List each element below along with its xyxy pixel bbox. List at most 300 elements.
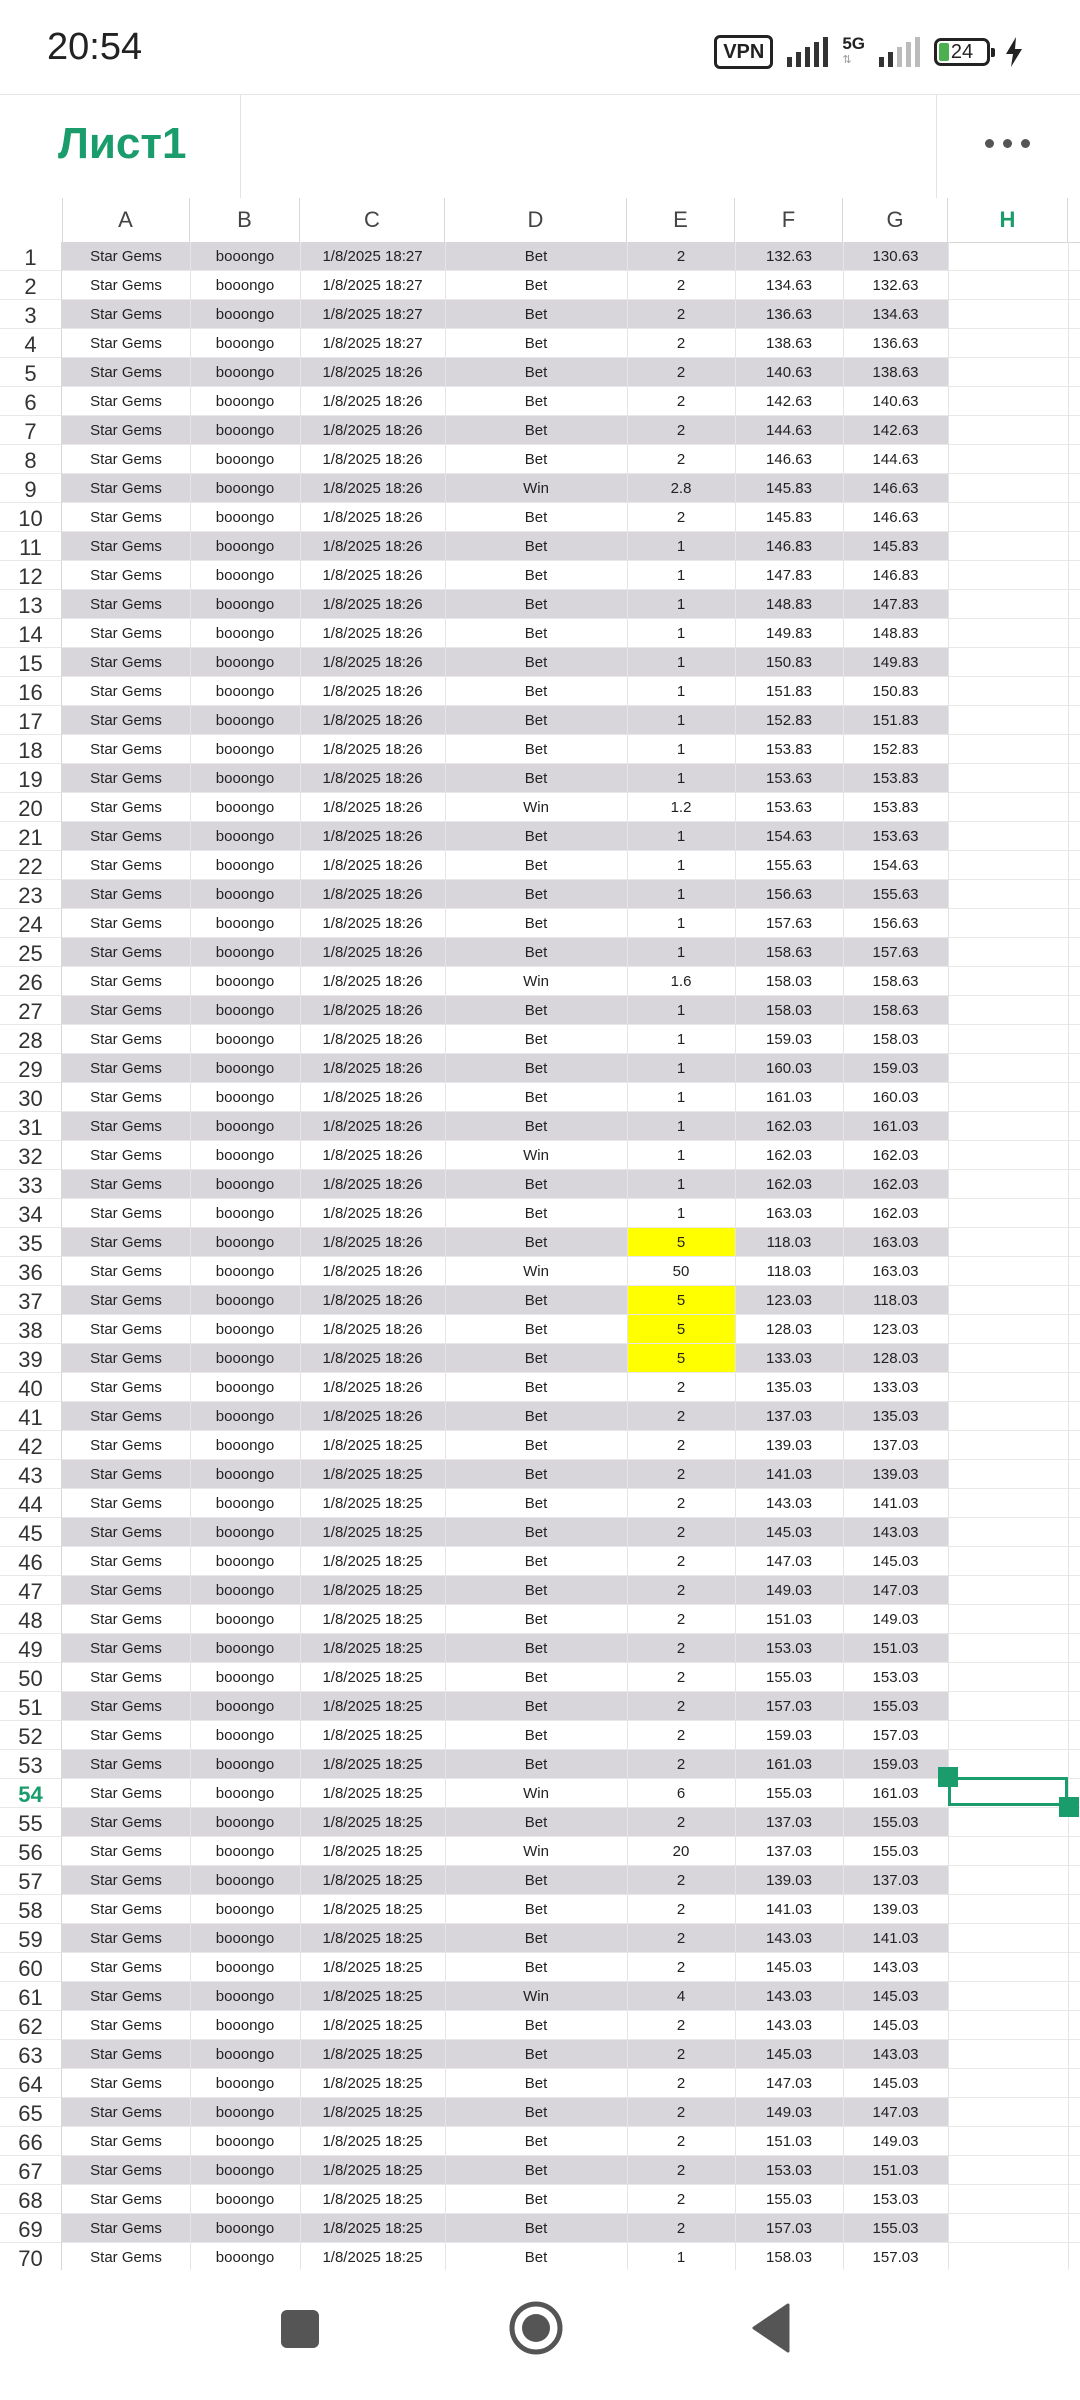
cell-a[interactable]: Star Gems <box>90 2075 162 2092</box>
more-options-icon[interactable] <box>985 139 1030 148</box>
cell-f[interactable]: 149.03 <box>766 1582 812 1599</box>
cell-a[interactable]: Star Gems <box>90 1553 162 1570</box>
row-header[interactable]: 3 <box>0 300 62 329</box>
cell-d[interactable]: Bet <box>524 509 548 526</box>
cell-a[interactable]: Star Gems <box>90 1437 162 1454</box>
cell-e[interactable]: 20 <box>672 1843 690 1860</box>
cell-b[interactable]: booongo <box>215 973 275 990</box>
cell-e[interactable]: 1 <box>676 2249 686 2266</box>
row-header[interactable]: 68 <box>0 2185 62 2214</box>
cell-e[interactable]: 1 <box>676 567 686 584</box>
cell-e[interactable]: 2 <box>676 451 686 468</box>
cell-b[interactable]: booongo <box>215 1437 275 1454</box>
cell-g[interactable]: 152.83 <box>872 741 919 758</box>
cell-b[interactable]: booongo <box>215 1901 275 1918</box>
row-header[interactable]: 10 <box>0 503 62 532</box>
cell-g[interactable]: 155.63 <box>872 886 919 903</box>
cell-a[interactable]: Star Gems <box>90 277 162 294</box>
cell-d[interactable]: Bet <box>524 1930 548 1947</box>
cell-a[interactable]: Star Gems <box>90 2249 162 2266</box>
row-header[interactable]: 24 <box>0 909 62 938</box>
row-header[interactable]: 69 <box>0 2214 62 2243</box>
row-header[interactable]: 36 <box>0 1257 62 1286</box>
sheet-title[interactable]: Лист1 <box>58 119 187 168</box>
cell-e[interactable]: 2 <box>676 1872 686 1889</box>
cell-d[interactable]: Bet <box>524 451 548 468</box>
cell-g[interactable]: 138.63 <box>872 364 919 381</box>
cell-b[interactable]: booongo <box>215 2104 275 2121</box>
cell-b[interactable]: booongo <box>215 1582 275 1599</box>
cell-f[interactable]: 148.83 <box>766 596 812 613</box>
cell-e[interactable]: 2.8 <box>670 480 692 497</box>
cell-f[interactable]: 145.83 <box>766 480 812 497</box>
cell-f[interactable]: 143.03 <box>766 2017 812 2034</box>
cell-a[interactable]: Star Gems <box>90 625 162 642</box>
cell-g[interactable]: 151.83 <box>872 712 919 729</box>
cell-a[interactable]: Star Gems <box>90 828 162 845</box>
cell-d[interactable]: Bet <box>524 2133 548 2150</box>
cell-d[interactable]: Bet <box>524 1089 548 1106</box>
cell-c[interactable]: 1/8/2025 18:25 <box>322 1466 423 1483</box>
cell-e[interactable]: 1.6 <box>670 973 692 990</box>
cell-a[interactable]: Star Gems <box>90 1379 162 1396</box>
cell-e[interactable]: 2 <box>676 1930 686 1947</box>
cell-f[interactable]: 149.83 <box>766 625 812 642</box>
cell-a[interactable]: Star Gems <box>90 1640 162 1657</box>
cell-f[interactable]: 162.03 <box>766 1176 812 1193</box>
cell-a[interactable]: Star Gems <box>90 886 162 903</box>
cell-f[interactable]: 134.63 <box>766 277 812 294</box>
cell-c[interactable]: 1/8/2025 18:25 <box>322 1988 423 2005</box>
cell-g[interactable]: 145.03 <box>872 1988 919 2005</box>
cell-d[interactable]: Bet <box>524 1002 548 1019</box>
cell-b[interactable]: booongo <box>215 1205 275 1222</box>
cell-c[interactable]: 1/8/2025 18:27 <box>322 306 423 323</box>
cell-f[interactable]: 145.03 <box>766 1524 812 1541</box>
cell-c[interactable]: 1/8/2025 18:26 <box>322 625 423 642</box>
row-header[interactable]: 64 <box>0 2069 62 2098</box>
cell-d[interactable]: Win <box>523 1147 549 1164</box>
cell-a[interactable]: Star Gems <box>90 2191 162 2208</box>
cell-c[interactable]: 1/8/2025 18:26 <box>322 1321 423 1338</box>
cell-a[interactable]: Star Gems <box>90 712 162 729</box>
cell-e[interactable]: 2 <box>676 1437 686 1454</box>
cell-e[interactable]: 1 <box>676 654 686 671</box>
row-header[interactable]: 60 <box>0 1953 62 1982</box>
cell-b[interactable]: booongo <box>215 1785 275 1802</box>
cell-c[interactable]: 1/8/2025 18:25 <box>322 1727 423 1744</box>
cell-e[interactable]: 1 <box>676 915 686 932</box>
cell-f[interactable]: 163.03 <box>766 1205 812 1222</box>
cell-c[interactable]: 1/8/2025 18:25 <box>322 1756 423 1773</box>
cell-e[interactable]: 5 <box>627 1228 735 1257</box>
cell-e[interactable]: 2 <box>676 277 686 294</box>
cell-g[interactable]: 146.63 <box>872 480 919 497</box>
cell-a[interactable]: Star Gems <box>90 1147 162 1164</box>
cell-c[interactable]: 1/8/2025 18:26 <box>322 741 423 758</box>
row-header[interactable]: 43 <box>0 1460 62 1489</box>
cell-g[interactable]: 153.03 <box>872 2191 919 2208</box>
cell-g[interactable]: 151.03 <box>872 2162 919 2179</box>
row-header[interactable]: 9 <box>0 474 62 503</box>
cell-d[interactable]: Bet <box>524 306 548 323</box>
cell-e[interactable]: 2 <box>676 248 686 265</box>
cell-g[interactable]: 153.83 <box>872 770 919 787</box>
row-header[interactable]: 14 <box>0 619 62 648</box>
cell-a[interactable]: Star Gems <box>90 596 162 613</box>
cell-d[interactable]: Bet <box>524 2220 548 2237</box>
cell-c[interactable]: 1/8/2025 18:25 <box>322 1582 423 1599</box>
cell-c[interactable]: 1/8/2025 18:25 <box>322 1669 423 1686</box>
cell-g[interactable]: 118.03 <box>873 1292 918 1309</box>
cell-b[interactable]: booongo <box>215 1002 275 1019</box>
cell-e[interactable]: 1 <box>676 944 686 961</box>
cell-e[interactable]: 2 <box>676 1466 686 1483</box>
cell-f[interactable]: 123.03 <box>766 1292 812 1309</box>
cell-g[interactable]: 153.63 <box>872 828 919 845</box>
cell-g[interactable]: 149.03 <box>872 2133 919 2150</box>
cell-d[interactable]: Bet <box>524 1031 548 1048</box>
cell-d[interactable]: Bet <box>524 2017 548 2034</box>
cell-b[interactable]: booongo <box>215 1814 275 1831</box>
cell-g[interactable]: 159.03 <box>872 1060 919 1077</box>
cell-g[interactable]: 128.03 <box>872 1350 919 1367</box>
cell-b[interactable]: booongo <box>215 1350 275 1367</box>
row-header[interactable]: 5 <box>0 358 62 387</box>
cell-c[interactable]: 1/8/2025 18:26 <box>322 509 423 526</box>
cell-f[interactable]: 118.03 <box>766 1234 812 1251</box>
cell-a[interactable]: Star Gems <box>90 1698 162 1715</box>
cell-f[interactable]: 161.03 <box>766 1089 812 1106</box>
cell-f[interactable]: 147.03 <box>766 2075 812 2092</box>
cell-d[interactable]: Bet <box>524 1901 548 1918</box>
cell-a[interactable]: Star Gems <box>90 2017 162 2034</box>
cell-f[interactable]: 157.03 <box>766 1698 812 1715</box>
row-header[interactable]: 52 <box>0 1721 62 1750</box>
cell-f[interactable]: 141.03 <box>766 1466 812 1483</box>
row-header[interactable]: 42 <box>0 1431 62 1460</box>
cell-b[interactable]: booongo <box>215 1843 275 1860</box>
cell-b[interactable]: booongo <box>215 1031 275 1048</box>
cell-b[interactable]: booongo <box>215 509 275 526</box>
row-header[interactable]: 48 <box>0 1605 62 1634</box>
cell-f[interactable]: 160.03 <box>766 1060 812 1077</box>
cell-f[interactable]: 145.03 <box>766 1959 812 1976</box>
cell-e[interactable]: 1 <box>676 770 686 787</box>
cell-f[interactable]: 155.63 <box>766 857 812 874</box>
cell-g[interactable]: 163.03 <box>872 1234 919 1251</box>
cell-c[interactable]: 1/8/2025 18:26 <box>322 1060 423 1077</box>
cell-d[interactable]: Bet <box>524 1495 548 1512</box>
cell-g[interactable]: 153.03 <box>872 1669 919 1686</box>
cell-e[interactable]: 50 <box>672 1263 690 1280</box>
column-header-c[interactable]: C <box>300 198 445 242</box>
cell-e[interactable]: 2 <box>676 422 686 439</box>
cell-c[interactable]: 1/8/2025 18:25 <box>322 1843 423 1860</box>
row-header[interactable]: 59 <box>0 1924 62 1953</box>
row-header[interactable]: 38 <box>0 1315 62 1344</box>
cell-e[interactable]: 5 <box>627 1315 735 1344</box>
cell-b[interactable]: booongo <box>215 248 275 265</box>
cell-d[interactable]: Bet <box>524 2162 548 2179</box>
cell-g[interactable]: 143.03 <box>872 1959 919 1976</box>
cell-b[interactable]: booongo <box>215 451 275 468</box>
cell-c[interactable]: 1/8/2025 18:26 <box>322 915 423 932</box>
cell-a[interactable]: Star Gems <box>90 1727 162 1744</box>
cell-c[interactable]: 1/8/2025 18:26 <box>322 422 423 439</box>
cell-c[interactable]: 1/8/2025 18:26 <box>322 1002 423 1019</box>
cell-g[interactable]: 150.83 <box>872 683 919 700</box>
cell-b[interactable]: booongo <box>215 1495 275 1512</box>
cell-e[interactable]: 1 <box>676 625 686 642</box>
cell-d[interactable]: Bet <box>524 1756 548 1773</box>
cell-b[interactable]: booongo <box>215 1466 275 1483</box>
row-header[interactable]: 61 <box>0 1982 62 2011</box>
cell-g[interactable]: 157.03 <box>872 2249 919 2266</box>
cell-g[interactable]: 141.03 <box>872 1495 919 1512</box>
cell-b[interactable]: booongo <box>215 712 275 729</box>
cell-e[interactable]: 2 <box>676 2104 686 2121</box>
cell-g[interactable]: 158.63 <box>872 1002 919 1019</box>
cell-c[interactable]: 1/8/2025 18:26 <box>322 973 423 990</box>
row-header[interactable]: 66 <box>0 2127 62 2156</box>
cell-c[interactable]: 1/8/2025 18:26 <box>322 799 423 816</box>
selection-handle-end[interactable] <box>1059 1797 1079 1817</box>
cell-e[interactable]: 2 <box>676 335 686 352</box>
cell-b[interactable]: booongo <box>215 1234 275 1251</box>
cell-a[interactable]: Star Gems <box>90 1756 162 1773</box>
cell-f[interactable]: 158.63 <box>766 944 812 961</box>
cell-e[interactable]: 2 <box>676 1611 686 1628</box>
cell-d[interactable]: Bet <box>524 1118 548 1135</box>
cell-d[interactable]: Bet <box>524 1466 548 1483</box>
cell-c[interactable]: 1/8/2025 18:26 <box>322 1176 423 1193</box>
cell-d[interactable]: Bet <box>524 364 548 381</box>
cell-d[interactable]: Bet <box>524 1350 548 1367</box>
cell-d[interactable]: Bet <box>524 857 548 874</box>
cell-e[interactable]: 2 <box>676 2075 686 2092</box>
cell-b[interactable]: booongo <box>215 683 275 700</box>
row-header[interactable]: 37 <box>0 1286 62 1315</box>
cell-selection[interactable] <box>948 1777 1068 1806</box>
row-header[interactable]: 49 <box>0 1634 62 1663</box>
cell-b[interactable]: booongo <box>215 1118 275 1135</box>
cell-f[interactable]: 158.03 <box>766 973 812 990</box>
cell-f[interactable]: 162.03 <box>766 1118 812 1135</box>
recent-apps-icon[interactable] <box>281 2310 319 2348</box>
cell-f[interactable]: 155.03 <box>766 1785 812 1802</box>
cell-d[interactable]: Bet <box>524 1814 548 1831</box>
cell-d[interactable]: Bet <box>524 538 548 555</box>
row-header[interactable]: 58 <box>0 1895 62 1924</box>
cell-f[interactable]: 150.83 <box>766 654 812 671</box>
cell-c[interactable]: 1/8/2025 18:25 <box>322 1901 423 1918</box>
row-header[interactable]: 35 <box>0 1228 62 1257</box>
row-header[interactable]: 39 <box>0 1344 62 1373</box>
row-header[interactable]: 2 <box>0 271 62 300</box>
column-header-e[interactable]: E <box>627 198 735 242</box>
cell-a[interactable]: Star Gems <box>90 1060 162 1077</box>
cell-c[interactable]: 1/8/2025 18:25 <box>322 1698 423 1715</box>
cell-b[interactable]: booongo <box>215 915 275 932</box>
cell-f[interactable]: 147.83 <box>766 567 812 584</box>
cell-b[interactable]: booongo <box>215 2191 275 2208</box>
cell-a[interactable]: Star Gems <box>90 2133 162 2150</box>
cell-d[interactable]: Bet <box>524 741 548 758</box>
row-header[interactable]: 22 <box>0 851 62 880</box>
column-header-h[interactable]: H <box>948 198 1068 242</box>
cell-e[interactable]: 1 <box>676 1205 686 1222</box>
cell-c[interactable]: 1/8/2025 18:26 <box>322 886 423 903</box>
cell-b[interactable]: booongo <box>215 1321 275 1338</box>
cell-b[interactable]: booongo <box>215 886 275 903</box>
row-header[interactable]: 51 <box>0 1692 62 1721</box>
cell-f[interactable]: 155.03 <box>766 2191 812 2208</box>
cell-a[interactable]: Star Gems <box>90 1176 162 1193</box>
cell-f[interactable]: 139.03 <box>766 1872 812 1889</box>
cell-f[interactable]: 158.03 <box>766 1002 812 1019</box>
cell-b[interactable]: booongo <box>215 828 275 845</box>
cell-b[interactable]: booongo <box>215 1408 275 1425</box>
cell-e[interactable]: 1 <box>676 538 686 555</box>
cell-b[interactable]: booongo <box>215 422 275 439</box>
cell-e[interactable]: 5 <box>627 1286 735 1315</box>
cell-c[interactable]: 1/8/2025 18:25 <box>322 2017 423 2034</box>
cell-c[interactable]: 1/8/2025 18:25 <box>322 1611 423 1628</box>
cell-g[interactable]: 143.03 <box>872 1524 919 1541</box>
cell-a[interactable]: Star Gems <box>90 1872 162 1889</box>
row-header[interactable]: 57 <box>0 1866 62 1895</box>
cell-d[interactable]: Bet <box>524 1524 548 1541</box>
cell-f[interactable]: 159.03 <box>766 1031 812 1048</box>
row-header[interactable]: 54 <box>0 1779 62 1808</box>
cell-g[interactable]: 145.03 <box>872 2017 919 2034</box>
row-header[interactable]: 67 <box>0 2156 62 2185</box>
row-header[interactable]: 50 <box>0 1663 62 1692</box>
cell-a[interactable]: Star Gems <box>90 1814 162 1831</box>
cell-f[interactable]: 153.83 <box>766 741 812 758</box>
row-header[interactable]: 7 <box>0 416 62 445</box>
cell-b[interactable]: booongo <box>215 625 275 642</box>
cell-b[interactable]: booongo <box>215 1060 275 1077</box>
cell-b[interactable]: booongo <box>215 393 275 410</box>
cell-f[interactable]: 157.03 <box>766 2220 812 2237</box>
cell-c[interactable]: 1/8/2025 18:26 <box>322 944 423 961</box>
cell-c[interactable]: 1/8/2025 18:26 <box>322 770 423 787</box>
cell-b[interactable]: booongo <box>215 1669 275 1686</box>
cell-e[interactable]: 1 <box>676 828 686 845</box>
cell-g[interactable]: 145.83 <box>872 538 919 555</box>
cell-g[interactable]: 151.03 <box>872 1640 919 1657</box>
cell-f[interactable]: 144.63 <box>766 422 812 439</box>
row-header[interactable]: 45 <box>0 1518 62 1547</box>
cell-c[interactable]: 1/8/2025 18:26 <box>322 712 423 729</box>
cell-g[interactable]: 142.63 <box>872 422 919 439</box>
cell-c[interactable]: 1/8/2025 18:25 <box>322 2075 423 2092</box>
cell-c[interactable]: 1/8/2025 18:25 <box>322 1814 423 1831</box>
cell-e[interactable]: 1 <box>676 1002 686 1019</box>
cell-g[interactable]: 161.03 <box>872 1785 919 1802</box>
cell-d[interactable]: Bet <box>524 2249 548 2266</box>
cell-b[interactable]: booongo <box>215 1872 275 1889</box>
cell-g[interactable]: 149.03 <box>872 1611 919 1628</box>
row-header[interactable]: 17 <box>0 706 62 735</box>
cell-c[interactable]: 1/8/2025 18:25 <box>322 1437 423 1454</box>
cell-a[interactable]: Star Gems <box>90 1988 162 2005</box>
cell-g[interactable]: 137.03 <box>872 1437 919 1454</box>
cell-a[interactable]: Star Gems <box>90 364 162 381</box>
cell-g[interactable]: 155.03 <box>872 1814 919 1831</box>
cell-b[interactable]: booongo <box>215 1756 275 1773</box>
cell-c[interactable]: 1/8/2025 18:26 <box>322 857 423 874</box>
cell-c[interactable]: 1/8/2025 18:25 <box>322 2104 423 2121</box>
cell-e[interactable]: 2 <box>676 1408 686 1425</box>
row-header[interactable]: 34 <box>0 1199 62 1228</box>
cell-c[interactable]: 1/8/2025 18:27 <box>322 335 423 352</box>
cell-a[interactable]: Star Gems <box>90 770 162 787</box>
cell-b[interactable]: booongo <box>215 741 275 758</box>
cell-a[interactable]: Star Gems <box>90 683 162 700</box>
row-header[interactable]: 65 <box>0 2098 62 2127</box>
cell-d[interactable]: Bet <box>524 1234 548 1251</box>
cell-d[interactable]: Bet <box>524 712 548 729</box>
cell-d[interactable]: Bet <box>524 2046 548 2063</box>
row-header[interactable]: 63 <box>0 2040 62 2069</box>
row-header[interactable]: 32 <box>0 1141 62 1170</box>
cell-g[interactable]: 148.83 <box>872 625 919 642</box>
cell-c[interactable]: 1/8/2025 18:27 <box>322 277 423 294</box>
cell-c[interactable]: 1/8/2025 18:26 <box>322 1205 423 1222</box>
cell-a[interactable]: Star Gems <box>90 393 162 410</box>
cell-f[interactable]: 153.03 <box>766 1640 812 1657</box>
cell-d[interactable]: Bet <box>524 1959 548 1976</box>
cell-a[interactable]: Star Gems <box>90 944 162 961</box>
cell-b[interactable]: booongo <box>215 1263 275 1280</box>
cell-a[interactable]: Star Gems <box>90 248 162 265</box>
cell-g[interactable]: 147.03 <box>872 2104 919 2121</box>
cell-a[interactable]: Star Gems <box>90 1350 162 1367</box>
row-header[interactable]: 1 <box>0 242 62 271</box>
cell-d[interactable]: Win <box>523 973 549 990</box>
cell-g[interactable]: 163.03 <box>872 1263 919 1280</box>
cell-f[interactable]: 135.03 <box>766 1379 812 1396</box>
cell-c[interactable]: 1/8/2025 18:25 <box>322 1872 423 1889</box>
cell-d[interactable]: Bet <box>524 1872 548 1889</box>
cell-g[interactable]: 134.63 <box>872 306 919 323</box>
selection-handle-start[interactable] <box>938 1767 958 1787</box>
cell-a[interactable]: Star Gems <box>90 2162 162 2179</box>
cell-c[interactable]: 1/8/2025 18:25 <box>322 1640 423 1657</box>
cell-f[interactable]: 143.03 <box>766 1930 812 1947</box>
cell-e[interactable]: 6 <box>676 1785 686 1802</box>
cell-d[interactable]: Bet <box>524 625 548 642</box>
cell-a[interactable]: Star Gems <box>90 1292 162 1309</box>
cell-b[interactable]: booongo <box>215 944 275 961</box>
cell-a[interactable]: Star Gems <box>90 1002 162 1019</box>
cell-e[interactable]: 2 <box>676 1756 686 1773</box>
cell-f[interactable]: 145.03 <box>766 2046 812 2063</box>
cell-b[interactable]: booongo <box>215 1698 275 1715</box>
cell-f[interactable]: 141.03 <box>766 1901 812 1918</box>
cell-a[interactable]: Star Gems <box>90 509 162 526</box>
cell-d[interactable]: Bet <box>524 1611 548 1628</box>
cell-g[interactable]: 158.63 <box>872 973 919 990</box>
cell-d[interactable]: Bet <box>524 770 548 787</box>
cell-a[interactable]: Star Gems <box>90 451 162 468</box>
cell-e[interactable]: 2 <box>676 1524 686 1541</box>
cell-f[interactable]: 128.03 <box>766 1321 812 1338</box>
cell-a[interactable]: Star Gems <box>90 1205 162 1222</box>
